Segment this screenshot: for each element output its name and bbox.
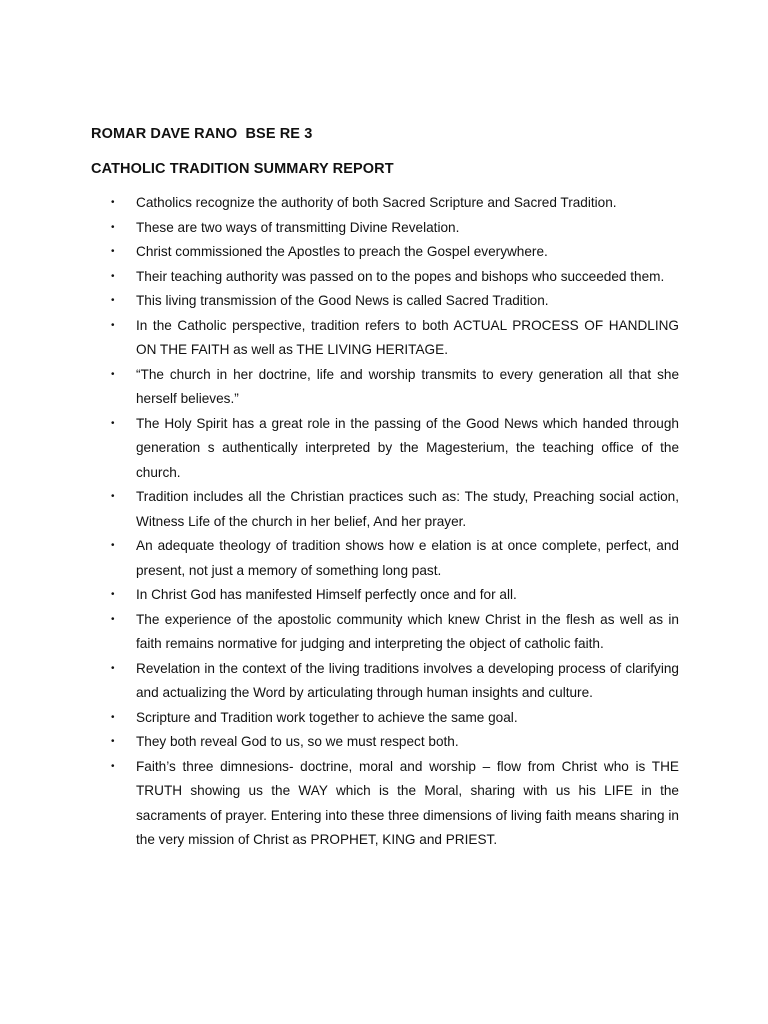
bullet-marker: •: [111, 613, 115, 625]
bullet-marker: •: [111, 589, 115, 600]
bullet-text: Christ commissioned the Apostles to preach the Gospel everywhere.: [136, 244, 548, 259]
bullet-marker: •: [111, 760, 115, 772]
bullet-marker: •: [111, 662, 115, 674]
bullet-item: [111, 485, 679, 534]
bullet-text: Tradition includes all the Christian practices such as: The study, Preaching social action, Witness Life of the church in her belief, And her prayer.: [136, 489, 679, 529]
bullet-item: [111, 412, 679, 486]
author-line: ROMAR DAVE RANO BSE RE 3: [91, 126, 313, 142]
bullet-text: Revelation in the context of the living traditions involves a developing process of clarifying and actualizing the Word by articulating through human insights and culture.: [136, 660, 679, 700]
bullet-item: [111, 706, 679, 731]
bullet-marker: •: [111, 736, 115, 747]
bullet-text: They both reveal God to us, so we must respect both.: [136, 734, 459, 749]
bullet-item: [111, 363, 679, 412]
bullet-list: [111, 191, 679, 853]
bullet-text: This living transmission of the Good News is called Sacred Tradition.: [136, 293, 549, 308]
bullet-marker: •: [111, 197, 115, 208]
bullet-item: [111, 314, 679, 363]
bullet-item: [111, 534, 679, 583]
bullet-item: [111, 583, 679, 608]
bullet-text: “The church in her doctrine, life and worship transmits to every generation all that she herself believes.”: [136, 366, 679, 406]
bullet-marker: •: [111, 368, 115, 380]
bullet-marker: •: [111, 711, 115, 723]
bullet-item: [111, 289, 679, 314]
bullet-marker: •: [111, 295, 115, 306]
bullet-text: These are two ways of transmitting Divine Revelation.: [136, 219, 460, 235]
report-title: CATHOLIC TRADITION SUMMARY REPORT: [91, 161, 394, 177]
bullet-marker: •: [111, 246, 115, 257]
bullet-marker: •: [111, 319, 115, 331]
bullet-item: [111, 730, 679, 755]
bullet-marker: •: [111, 221, 115, 233]
bullet-text: Their teaching authority was passed on to the popes and bishops who succeeded them.: [136, 268, 665, 284]
bullet-marker: •: [111, 417, 115, 429]
bullet-text: The Holy Spirit has a great role in the passing of the Good News which handed through generation s authentically interpreted by the Magesterium, the teaching office of the church.: [136, 415, 679, 480]
bullet-marker: •: [111, 491, 115, 502]
bullet-text: Faith’s three dimnesions- doctrine, moral and worship – flow from Christ who is THE TRUTH showing us the WAY which is the Moral, sharing with us his LIFE in the sacraments of prayer. Entering into these three dimensions of living faith means sharing in the very mission of Christ as PROPHET, KING and PRIEST.: [136, 758, 679, 847]
bullet-text: In the Catholic perspective, tradition refers to both ACTUAL PROCESS OF HANDLING ON THE FAITH as well as THE LIVING HERITAGE.: [136, 317, 679, 357]
bullet-marker: •: [111, 270, 115, 282]
bullet-item: [111, 191, 679, 216]
bullet-text: Catholics recognize the authority of both Sacred Scripture and Sacred Tradition.: [136, 195, 617, 210]
bullet-item: [111, 216, 679, 241]
bullet-item: [111, 608, 679, 657]
bullet-item: [111, 657, 679, 706]
bullet-text: Scripture and Tradition work together to achieve the same goal.: [136, 709, 518, 725]
bullet-text: In Christ God has manifested Himself perfectly once and for all.: [136, 587, 517, 602]
bullet-text: The experience of the apostolic community which knew Christ in the flesh as well as in faith remains normative for judging and interpreting the object of catholic faith.: [136, 611, 679, 651]
bullet-item: [111, 240, 679, 265]
bullet-item: [111, 265, 679, 290]
bullet-text: An adequate theology of tradition shows how e elation is at once complete, perfect, and present, not just a memory of something long past.: [136, 538, 679, 578]
bullet-marker: •: [111, 540, 115, 551]
bullet-item: [111, 755, 679, 853]
